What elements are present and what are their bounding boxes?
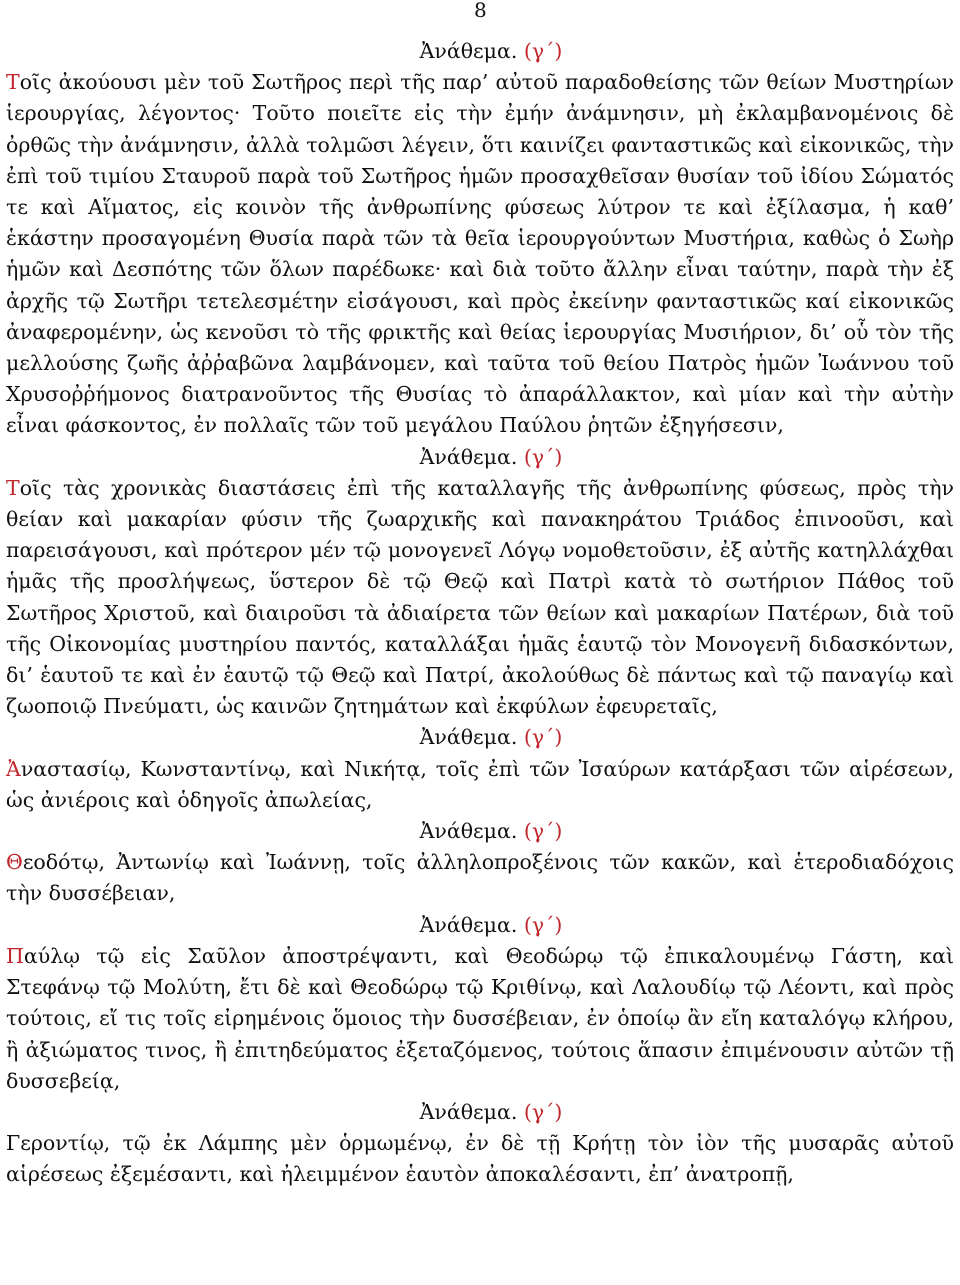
anathema-word: Ἀνάθεμα. xyxy=(419,39,518,63)
paragraph-text: αύλῳ τῷ εἰς Σαῦλον ἀποστρέψαντι, καὶ Θεοδώρῳ τῷ ἐπικαλουμένῳ Γάστη, καὶ Στεφάνῳ τῷ Μολύτη, ἔτι δὲ καὶ Θεοδώρῳ τῷ Κριθίνῳ, καὶ Λαλουδίῳ τῷ Λέοντι, καὶ πρὸς τούτοις, εἴ τις τοῖς εἰρημένοις ὅμοιος τὴν δυσσέβειαν, ἐν ὁποίῳ ἂν εἴη καταλόγῳ κλήρου, ἢ ἀξιώματος τινος, ἢ ἐπιτηδεύματος ἐξεταζόμενος, τούτοις ἅπασιν ἐπιμένουσιν αὐτῶν τῇ δυσσεβείᾳ, xyxy=(6,943,954,1093)
anathema-heading xyxy=(6,36,954,67)
paragraph-text: οῖς τὰς χρονικὰς διαστάσεις ἐπὶ τῆς καταλλαγῆς τῆς ἀνθρωπίνης φύσεως, πρὸς τὴν θείαν καὶ μακαρίαν φύσιν τῆς ζωαρχικῆς καὶ πανακηράτου Τριάδος ἐπινοοῦσι, καὶ παρεισάγουσι, καὶ πρότερον μέν τῷ μονογενεῖ Λόγῳ νομοθετοῦσιν, ἐξ αὐτῆς κατηλλάχθαι ἡμᾶς τῆς προσλήψεως, ὕστερον δὲ τῷ Θεῷ καὶ Πατρὶ κατὰ τὸ σωτήριον Πάθος τοῦ Σωτῆρος Χριστοῦ, καὶ διαιροῦσι τὰ ἀδιαίρετα τῶν θείων καὶ μακαρίων Πατέρων, διὰ τοῦ τῆς Οἰκονομίας μυστηρίου παντός, καταλλάξαι ἡμᾶς ἑαυτῷ τὸν Μονογενῆ διδασκόντων, δι’ ἑαυτοῦ τε καὶ ἐν ἑαυτῷ τῷ Θεῷ καὶ Πατρί, ἀκολούθως δὲ πάντως καὶ τῷ παναγίῳ καὶ ζωοποιῷ Πνεύματι, ὡς καινῶν ζητημάτων καὶ ἐκφύλων ἐφευρεταῖς, xyxy=(6,475,954,719)
paragraph-text: οῖς ἀκούουσι μὲν τοῦ Σωτῆρος περὶ τῆς παρ’ αὐτοῦ παραδοθείσης τῶν θείων Μυστηρίων ἱερουργίας, λέγοντος· Τοῦτο ποιεῖτε εἰς τὴν ἐμήν ἀνάμνησιν, μὴ ἐκλαμβανομένοις δὲ ὀρθῶς τὴν ἀνάμνησιν, ἀλλὰ τολμῶσι λέγειν, ὅτι καινίζει φανταστικῶς καὶ εἰκονικῶς, τὴν ἐπὶ τοῦ τιμίου Σταυροῦ παρὰ τοῦ Σωτῆρος ἡμῶν προσαχθεῖσαν θυσίαν τοῦ ἰδίου Σώματός τε καὶ Αἵματος, εἰς κοινὸν τῆς ἀνθρωπίνης φύσεως λύτρον τε καὶ ἐξίλασμα, ἡ καθ’ ἑκάστην προσαγομένη Θυσία παρὰ τῶν τὰ θεῖα ἱερουργούντων Μυστήρια, καθὼς ὁ Σωὴρ ἡμῶν καὶ Δεσπότης τῶν ὅλων παρέδωκε· καὶ διὰ τοῦτο ἄλλην εἶναι ταύτην, παρὰ τὴν ἐξ ἀρχῆς τῷ Σωτῆρι τετελεσμέτην εἰσάγουσι, καὶ πρὸς ἐκείνην φανταστικῶς καί εἰκονικῶς ἀναφερομένην, ὡς κενοῦσι τὸ τῆς φρικτῆς καὶ θείας ἱερουργίας Μυσιήριον, δι’ οὗ τὸν τῆς μελλούσης ζωῆς ἀῤῥαβῶνα λαμβάνομεν, καὶ ταῦτα τοῦ θείου Πατρὸς ἡμῶν Ἰωάννου τοῦ Χρυσοῤῥήμονος διατρανοῦντος τῆς Θυσίας τὸ ἀπαράλλακτον, καὶ μίαν καὶ τὴν αὐτὴν εἶναι φάσκοντος, ἐν πολλαῖς τῶν τοῦ μεγάλου Παύλου ῥητῶν ἐξηγήσεσιν, xyxy=(6,70,954,438)
paragraph-text: εοδότῳ, Ἀντωνίῳ καὶ Ἰωάννῃ, τοῖς ἀλληλοπροξένοις τῶν κακῶν, καὶ ἑτεροδιαδόχοις τὴν δυσσέβειαν, xyxy=(6,850,954,906)
anathema-word: Ἀνάθεμα. xyxy=(419,1099,518,1124)
anathema-mark: (γ΄) xyxy=(523,819,563,844)
paragraph-2 xyxy=(6,473,954,723)
paragraph-4 xyxy=(6,847,954,909)
anathema-mark: (γ΄) xyxy=(523,912,563,937)
document-body xyxy=(6,36,954,1191)
anathema-heading xyxy=(6,1097,954,1128)
anathema-mark: (γ΄) xyxy=(523,39,563,63)
paragraph-text: ναστασίῳ, Κωνσταντίνῳ, καὶ Νικήτᾳ, τοῖς ἐπὶ τῶν Ἰσαύρων κατάρξασι τῶν αἱρέσεων, ὡς ἀνιέροις καὶ ὁδηγοῖς ἀπωλείας, xyxy=(6,756,954,812)
red-initial: Τ xyxy=(6,70,20,95)
red-initial: Π xyxy=(6,943,24,968)
paragraph-text: Γεροντίῳ, τῷ ἐκ Λάμπης μὲν ὁρμωμένῳ, ἐν δὲ τῇ Κρήτῃ τὸν ἰὸν τῆς μυσαρᾶς αὐτοῦ αἱρέσεως ἐξεμέσαντι, καὶ ἠλειμμένον ἑαυτὸν ἀποκαλέσαντι, ἐπ’ ἀνατροπῇ, xyxy=(6,1131,954,1187)
anathema-word: Ἀνάθεμα. xyxy=(419,444,518,469)
paragraph-6 xyxy=(6,1128,954,1190)
paragraph-5 xyxy=(6,941,954,1097)
anathema-mark: (γ΄) xyxy=(523,444,563,469)
anathema-word: Ἀνάθεμα. xyxy=(419,912,518,937)
paragraph-3 xyxy=(6,754,954,816)
anathema-word: Ἀνάθεμα. xyxy=(419,725,518,750)
red-initial: Τ xyxy=(6,475,20,500)
anathema-heading xyxy=(6,722,954,753)
anathema-mark: (γ΄) xyxy=(523,1099,563,1124)
anathema-heading xyxy=(6,816,954,847)
anathema-mark: (γ΄) xyxy=(523,725,563,750)
paragraph-1 xyxy=(6,67,954,441)
anathema-heading xyxy=(6,910,954,941)
red-initial: Ἀ xyxy=(6,756,21,781)
red-initial: Θ xyxy=(6,850,23,875)
anathema-word: Ἀνάθεμα. xyxy=(419,819,518,844)
page-number: 8 xyxy=(474,0,487,22)
anathema-heading xyxy=(6,442,954,473)
